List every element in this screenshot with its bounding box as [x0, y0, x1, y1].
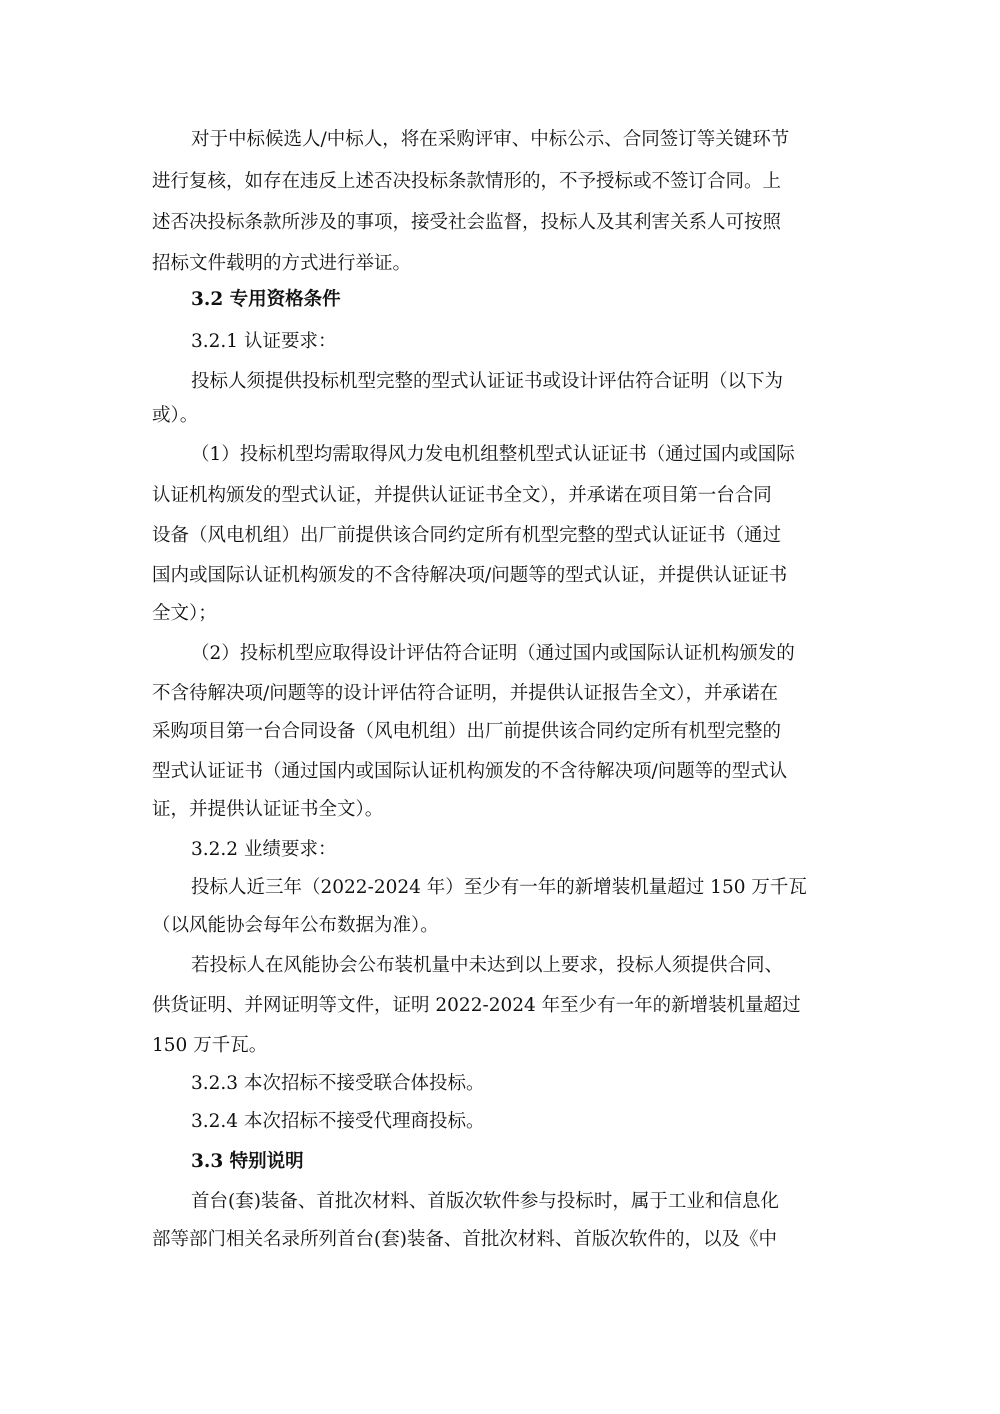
paragraph-line: 对于中标候选人/中标人，将在采购评审、中标公示、合同签订等关键环节	[191, 129, 790, 150]
paragraph-line: （2）投标机型应取得设计评估符合证明（通过国内或国际认证机构颁发的	[191, 643, 795, 664]
subsection-heading: 3.2.4 本次招标不接受代理商投标。	[191, 1111, 485, 1132]
paragraph-line: 供货证明、并网证明等文件，证明 2022-2024 年至少有一年的新增装机量超过	[152, 995, 801, 1016]
paragraph-line: 或）。	[152, 405, 199, 426]
subsection-heading: 3.2.3 本次招标不接受联合体投标。	[191, 1073, 485, 1094]
paragraph-line: 部等部门相关名录所列首台(套)装备、首批次材料、首版次软件的，以及《中	[152, 1229, 777, 1250]
paragraph-line: 型式认证证书（通过国内或国际认证机构颁发的不含待解决项/问题等的型式认	[152, 761, 788, 782]
paragraph-line: （1）投标机型均需取得风力发电机组整机型式认证证书（通过国内或国际	[191, 444, 795, 465]
paragraph-line: 若投标人在风能协会公布装机量中未达到以上要求，投标人须提供合同、	[191, 955, 784, 976]
paragraph-line: 采购项目第一台合同设备（风电机组）出厂前提供该合同约定所有机型完整的	[152, 721, 782, 742]
paragraph-line: 设备（风电机组）出厂前提供该合同约定所有机型完整的型式认证证书（通过	[152, 525, 782, 546]
section-heading: 3.3 特别说明	[191, 1151, 304, 1172]
paragraph-line: （以风能协会每年公布数据为准）。	[152, 915, 439, 936]
paragraph-line: 进行复核，如存在违反上述否决投标条款情形的，不予授标或不签订合同。上	[152, 171, 782, 192]
paragraph-line: 不含待解决项/问题等的设计评估符合证明，并提供认证报告全文），并承诺在	[152, 683, 778, 704]
paragraph-line: 述否决投标条款所涉及的事项，接受社会监督，投标人及其利害关系人可按照	[152, 212, 782, 233]
paragraph-line: 150 万千瓦。	[152, 1035, 268, 1056]
paragraph-line: 证，并提供认证证书全文）。	[152, 799, 384, 820]
paragraph-line: 投标人须提供投标机型完整的型式认证证书或设计评估符合证明（以下为	[191, 371, 784, 392]
paragraph-line: 国内或国际认证机构颁发的不含待解决项/问题等的型式认证，并提供认证证书	[152, 565, 788, 586]
paragraph-line: 招标文件载明的方式进行举证。	[152, 253, 412, 274]
subsection-heading: 3.2.1 认证要求：	[191, 331, 337, 352]
subsection-heading: 3.2.2 业绩要求：	[191, 839, 337, 860]
section-heading: 3.2 专用资格条件	[191, 289, 341, 310]
paragraph-line: 认证机构颁发的型式认证，并提供认证证书全文），并承诺在项目第一台合同	[152, 485, 772, 506]
paragraph-line: 全文）；	[152, 603, 217, 624]
paragraph-line: 首台(套)装备、首批次材料、首版次软件参与投标时，属于工业和信息化	[191, 1191, 779, 1212]
paragraph-line: 投标人近三年（2022-2024 年）至少有一年的新增装机量超过 150 万千瓦	[191, 877, 807, 898]
